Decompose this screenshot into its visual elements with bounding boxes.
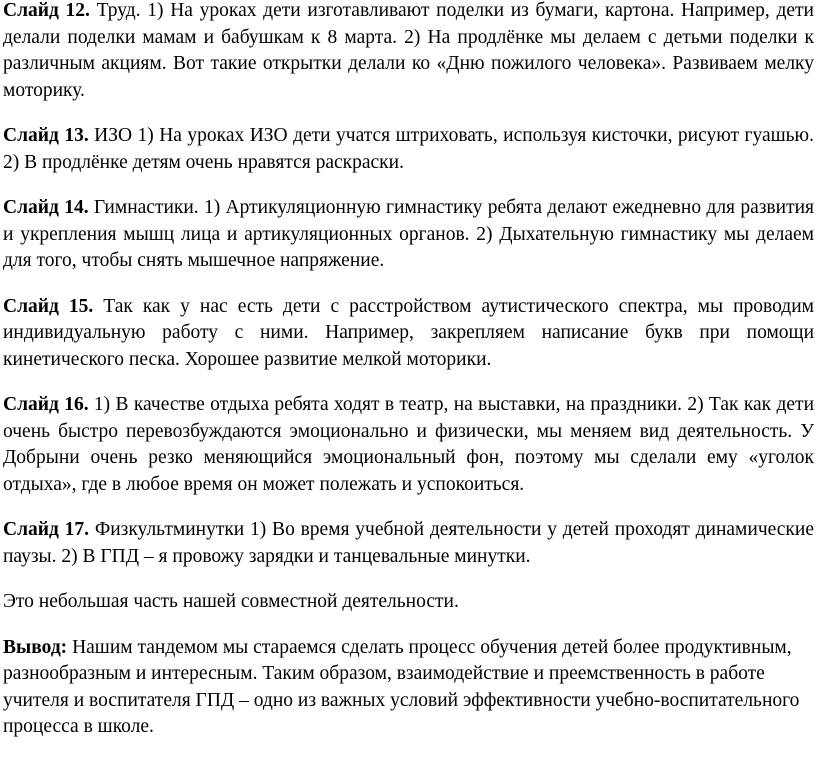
paragraph-text: ИЗО 1) На уроках ИЗО дети учатся штриховать, используя кисточки, рисуют гуашью. 2) В продлёнке детям очень нравятся раскраски. <box>3 125 814 173</box>
paragraph-text: Нашим тандемом мы стараемся сделать процесс обучения детей более продуктивным, разнообразным и интересным. Таким образом, взаимодействие и преемственность в работе учителя и воспитателя ГПД – одно из важных условий эффективности учебно-воспитательного процесса в школе. <box>3 636 800 737</box>
paragraph-slide-15 <box>3 294 816 374</box>
paragraph-text: Физкультминутки 1) Во время учебной деятельности у детей проходят динамические паузы. 2) В ГПД – я провожу зарядки и танцевальные минутки. <box>3 519 814 567</box>
paragraph-text: Гимнастики. 1) Артикуляционную гимнастику ребята делают ежедневно для развития и укрепления мышц лица и артикуляционных органов. 2) Дыхательную гимнастику мы делаем для того, чтобы снять мышечное напряжение. <box>3 197 815 271</box>
paragraph-label: Слайд 17. <box>3 519 90 540</box>
paragraph-slide-12 <box>3 0 816 104</box>
paragraph-slide-16 <box>3 392 816 498</box>
paragraph-label: Слайд 15. <box>3 295 94 317</box>
paragraph-text: Это небольшая часть нашей совместной деятельности. <box>3 591 459 612</box>
paragraph-label: Вывод: <box>3 636 68 658</box>
paragraph-label: Слайд 13. <box>3 125 89 146</box>
paragraph-label: Слайд 14. <box>3 197 89 218</box>
paragraph-text: Труд. 1) На уроках дети изготавливают поделки из бумаги, картона. Например, дети делали поделки мамам и бабушкам к 8 марта. 2) На продлёнке мы делаем с детьми поделки к различным акциям. Вот такие открытки делали ко «Дню пожилого человека». Развиваем мелку моторику. <box>3 0 814 101</box>
paragraph-label: Слайд 16. <box>3 394 89 415</box>
paragraph-slide-17 <box>3 517 816 570</box>
paragraph-text: 1) В качестве отдыха ребята ходят в театр, на выставки, на праздники. 2) Так как дети очень быстро перевозбуждаются эмоционально и физически, мы меняем вид деятельность. У Добрыни очень резко меняющийся эмоциональный фон, поэтому мы сделали ему «уголок отдыха», где в любое время он может полежать и успокоиться. <box>3 394 814 495</box>
paragraph-text: Так как у нас есть дети с расстройством аутистического спектра, мы проводим индивидуальную работу с ними. Например, закрепляем написание букв при помощи кинетического песка. Хорошее развитие мелкой моторики. <box>3 295 814 370</box>
paragraph-label: Слайд 12. <box>3 0 90 21</box>
paragraph-slide-14 <box>3 195 816 275</box>
paragraph-conclusion <box>3 635 816 741</box>
paragraph-slide-13 <box>3 123 816 176</box>
paragraph-summary-note <box>3 589 816 616</box>
